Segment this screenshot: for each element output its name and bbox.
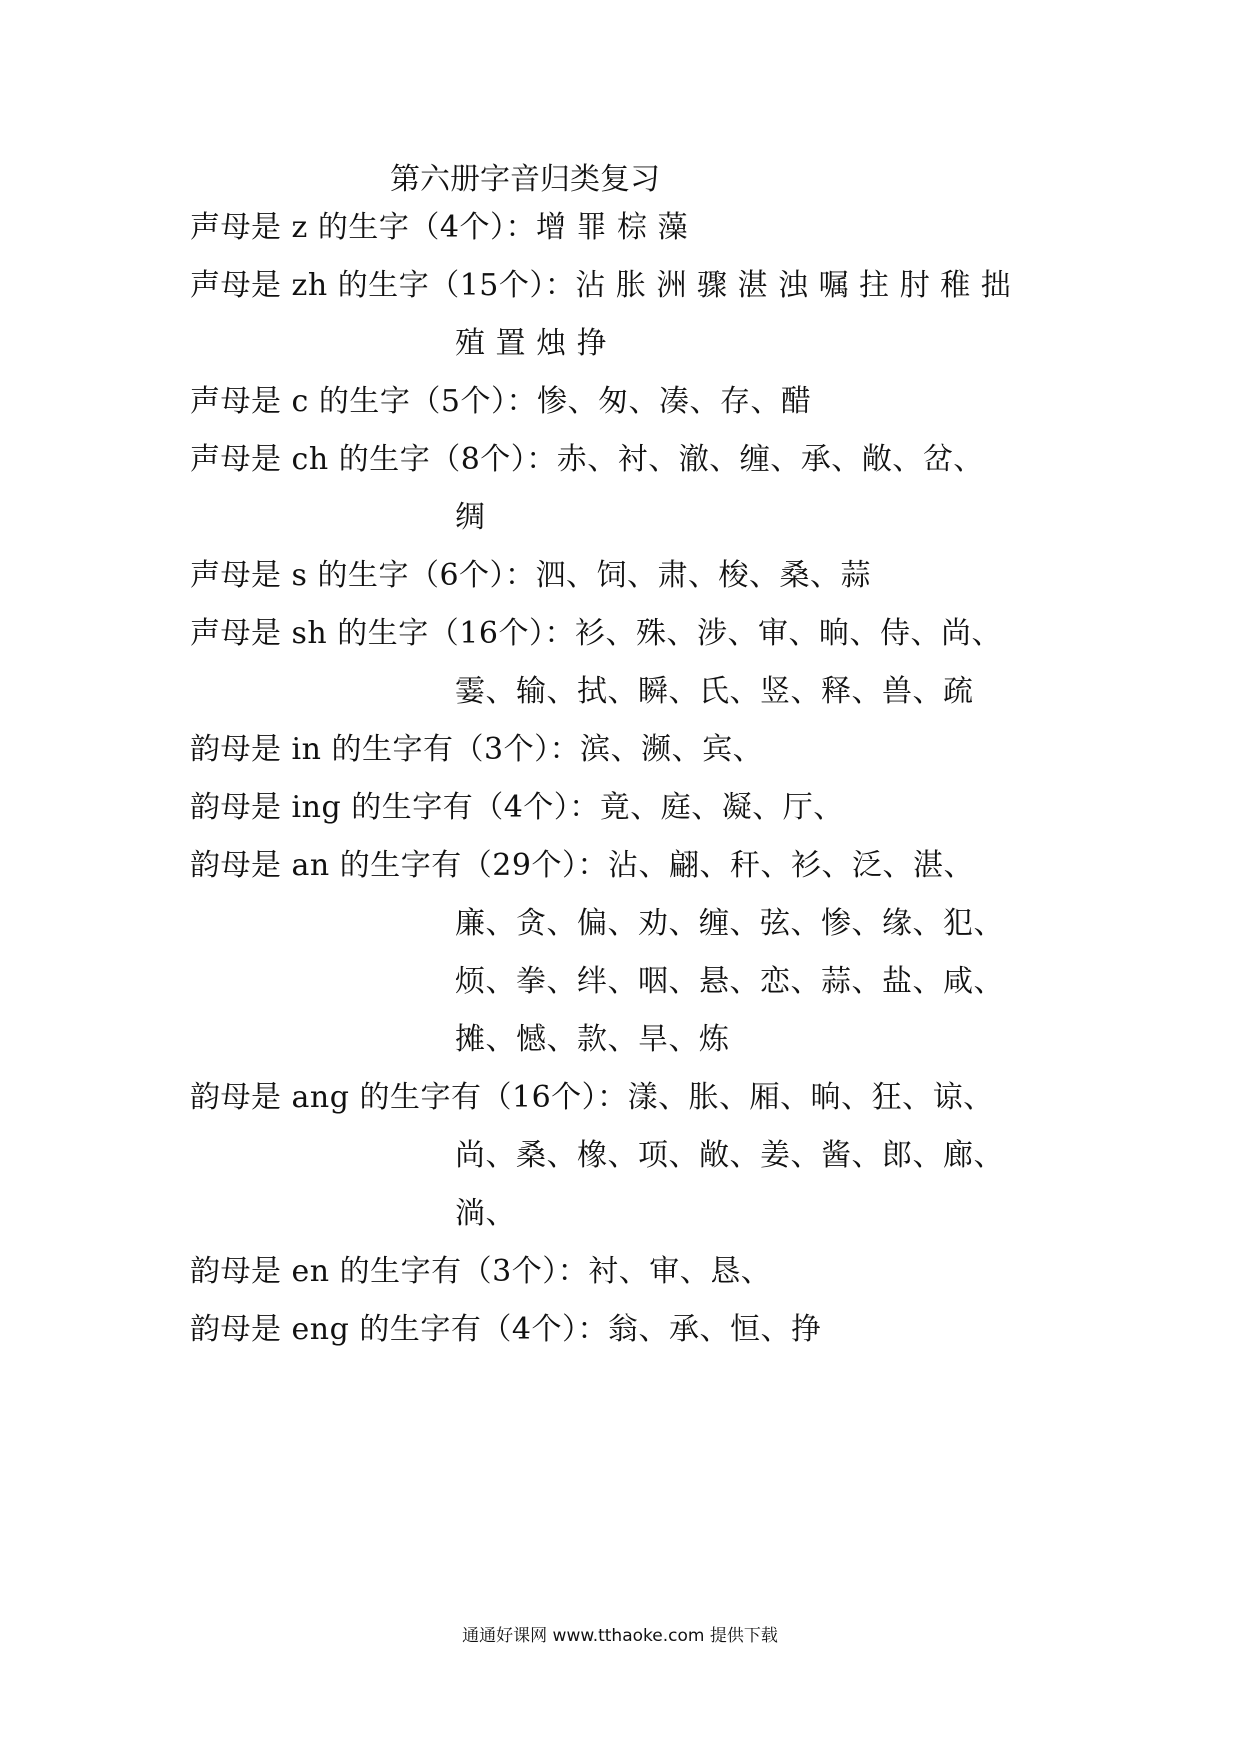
entry-chars: 翁、承、恒、挣: [607, 1312, 822, 1347]
entry-an-cont-3: 摊、憾、款、旱、炼: [455, 1022, 730, 1057]
entry-label: 韵母是 eng 的生字有（4个）：: [190, 1312, 608, 1347]
entry-zh: [190, 266, 1011, 306]
entry-chars: 赤、衬、澈、缠、承、敞、岔、: [556, 442, 984, 477]
entry-sh-cont: 霎、输、拭、瞬、氏、竖、释、兽、疏: [455, 674, 974, 709]
entry-in: [190, 730, 763, 770]
entry-an-cont-2: 烦、拳、绊、咽、悬、恋、蒜、盐、咸、: [455, 964, 1004, 999]
entry-ang-cont-2: 淌、: [455, 1196, 516, 1231]
entry-label: 声母是 zh 的生字（15个）：: [190, 268, 576, 303]
entry-eng: [190, 1310, 821, 1350]
entry-label: 声母是 s 的生字（6个）：: [190, 558, 536, 593]
page-footer: 通通好课网 www.tthaoke.com 提供下载: [462, 1626, 778, 1646]
entry-chars: 滨、濒、宾、: [580, 732, 764, 767]
entry-zh-cont: 殖 置 烛 挣: [455, 326, 608, 361]
entry-chars: 沾 胀 洲 骤 湛 浊 嘱 拄 肘 稚 拙: [575, 268, 1012, 303]
entry-label: 声母是 sh 的生字（16个）：: [190, 616, 575, 651]
entry-c: [190, 382, 811, 422]
entry-ang-cont-1: 尚、桑、橡、项、敞、姜、酱、郎、廊、: [455, 1138, 1004, 1173]
entry-ang: [190, 1078, 994, 1118]
entry-s: [190, 556, 871, 596]
entry-ch-cont: 绸: [455, 500, 486, 535]
entry-ch: [190, 440, 984, 480]
entry-chars: 惨、匆、凑、存、醋: [536, 384, 812, 419]
entry-label: 韵母是 ang 的生字有（16个）：: [190, 1080, 628, 1115]
entry-label: 韵母是 in 的生字有（3个）：: [190, 732, 581, 767]
document-title: 第六册字音归类复习: [390, 162, 660, 197]
entry-sh: [190, 614, 1002, 654]
entry-an-cont-1: 廉、贪、偏、劝、缠、弦、惨、缘、犯、: [455, 906, 1004, 941]
entry-chars: 衫、殊、涉、审、晌、侍、尚、: [574, 616, 1002, 651]
entry-label: 声母是 ch 的生字（8个）：: [190, 442, 557, 477]
entry-en: [190, 1252, 771, 1292]
entry-chars: 竟、庭、凝、厅、: [599, 790, 844, 825]
entry-an: [190, 846, 974, 886]
entry-label: 韵母是 ing 的生字有（4个）：: [190, 790, 600, 825]
entry-ing: [190, 788, 844, 828]
entry-chars: 沾、翩、秆、衫、泛、湛、: [607, 848, 974, 883]
entry-chars: 泗、饲、肃、梭、桑、蒜: [535, 558, 872, 593]
entry-label: 韵母是 en 的生字有（3个）：: [190, 1254, 589, 1289]
entry-label: 声母是 c 的生字（5个）：: [190, 384, 537, 419]
entry-chars: 漾、胀、厢、晌、狂、谅、: [627, 1080, 994, 1115]
entry-z: [190, 208, 688, 248]
entry-label: 韵母是 an 的生字有（29个）：: [190, 848, 608, 883]
entry-label: 声母是 z 的生字（4个）：: [190, 210, 536, 245]
entry-chars: 衬、审、恳、: [588, 1254, 772, 1289]
entry-chars: 增 罪 棕 藻: [535, 210, 689, 245]
